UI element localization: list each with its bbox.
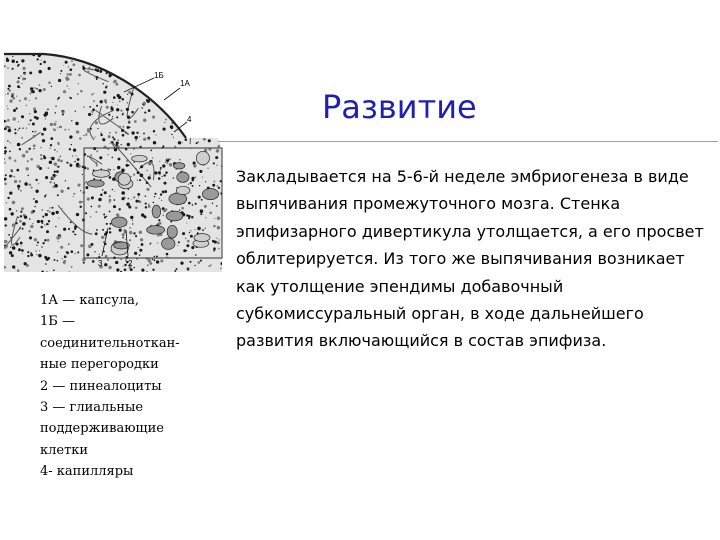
body-paragraph: Закладывается на 5-6-й неделе эмбриогенеза в виде выпячивания промежуточного мозга. Стенка эпифизарного дивертикула утолщается, а его просвет облитерируется. Из того же выпячивания возникает как утолщение эпендимы добавочный субкомиссуральный орган, в ходе дальнейшего развития включающийся в состав эпифиза. [236,167,704,351]
figure-label: 1А [180,79,190,88]
legend-line: 2 — пинеалоциты [40,378,162,394]
title-divider [218,141,718,142]
legend-line: соединительноткан- [40,335,180,351]
figure-label: 1Б [154,71,164,80]
figure-label: 4 [187,115,192,124]
legend-line: 3 — глиальные [40,400,144,416]
figure-legend [40,290,218,483]
slide-title: Развитие [322,88,477,126]
legend-line: 4- капилляры [40,464,134,480]
pineal-gland-drawing [4,52,226,272]
legend-line: поддерживающие [40,421,164,437]
figure-label: 2 [128,259,133,268]
legend-line: 1Б — [40,314,75,330]
histology-figure [4,52,226,272]
figure-label: 3 [98,259,103,268]
legend-line: клетки [40,442,89,458]
legend-line: ные перегородки [40,357,159,373]
tissue-texture [4,52,226,272]
legend-line: 1А — капсула, [40,293,139,308]
